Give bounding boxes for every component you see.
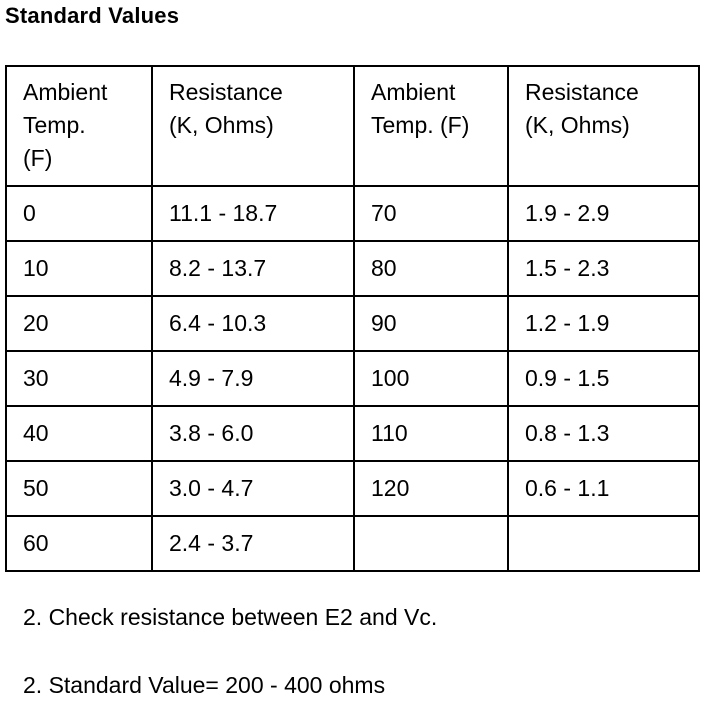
- table-cell: 2.4 - 3.7: [152, 516, 354, 571]
- table-row: [6, 406, 699, 461]
- table-cell: 8.2 - 13.7: [152, 241, 354, 296]
- standard-values-table: [5, 65, 700, 572]
- header-resistance-1: Resistance (K, Ohms): [152, 66, 354, 186]
- table-cell: 0: [6, 186, 152, 241]
- table-cell: 60: [6, 516, 152, 571]
- table-cell: 40: [6, 406, 152, 461]
- table-row: [6, 186, 699, 241]
- standard-value-note: 2. Standard Value= 200 - 400 ohms: [23, 672, 386, 698]
- table-cell: 80: [354, 241, 508, 296]
- header-ambient-temp-1: Ambient Temp. (F): [6, 66, 152, 186]
- table-row: [6, 461, 699, 516]
- table-cell: 0.8 - 1.3: [508, 406, 699, 461]
- table-cell: 6.4 - 10.3: [152, 296, 354, 351]
- table-cell: 50: [6, 461, 152, 516]
- table-cell: 100: [354, 351, 508, 406]
- table-cell: 4.9 - 7.9: [152, 351, 354, 406]
- table-cell: 0.6 - 1.1: [508, 461, 699, 516]
- page-title: Standard Values: [5, 3, 180, 28]
- table-cell: [508, 516, 699, 571]
- table-cell: 120: [354, 461, 508, 516]
- table-cell: 3.0 - 4.7: [152, 461, 354, 516]
- table-cell: 1.9 - 2.9: [508, 186, 699, 241]
- table-row: [6, 351, 699, 406]
- table-row: [6, 516, 699, 571]
- table-cell: 3.8 - 6.0: [152, 406, 354, 461]
- header-ambient-temp-2: Ambient Temp. (F): [354, 66, 508, 186]
- table-cell: 20: [6, 296, 152, 351]
- table-cell: 70: [354, 186, 508, 241]
- table-cell: 90: [354, 296, 508, 351]
- table-cell: 0.9 - 1.5: [508, 351, 699, 406]
- table-row: [6, 296, 699, 351]
- instruction-note: 2. Check resistance between E2 and Vc.: [23, 604, 438, 630]
- table-cell: [354, 516, 508, 571]
- header-resistance-2: Resistance (K, Ohms): [508, 66, 699, 186]
- table-header-row: [6, 66, 699, 186]
- table-cell: 10: [6, 241, 152, 296]
- table-cell: 11.1 - 18.7: [152, 186, 354, 241]
- table-cell: 1.2 - 1.9: [508, 296, 699, 351]
- table-cell: 110: [354, 406, 508, 461]
- table-cell: 30: [6, 351, 152, 406]
- table-cell: 1.5 - 2.3: [508, 241, 699, 296]
- table-body: [6, 186, 699, 571]
- table-row: [6, 241, 699, 296]
